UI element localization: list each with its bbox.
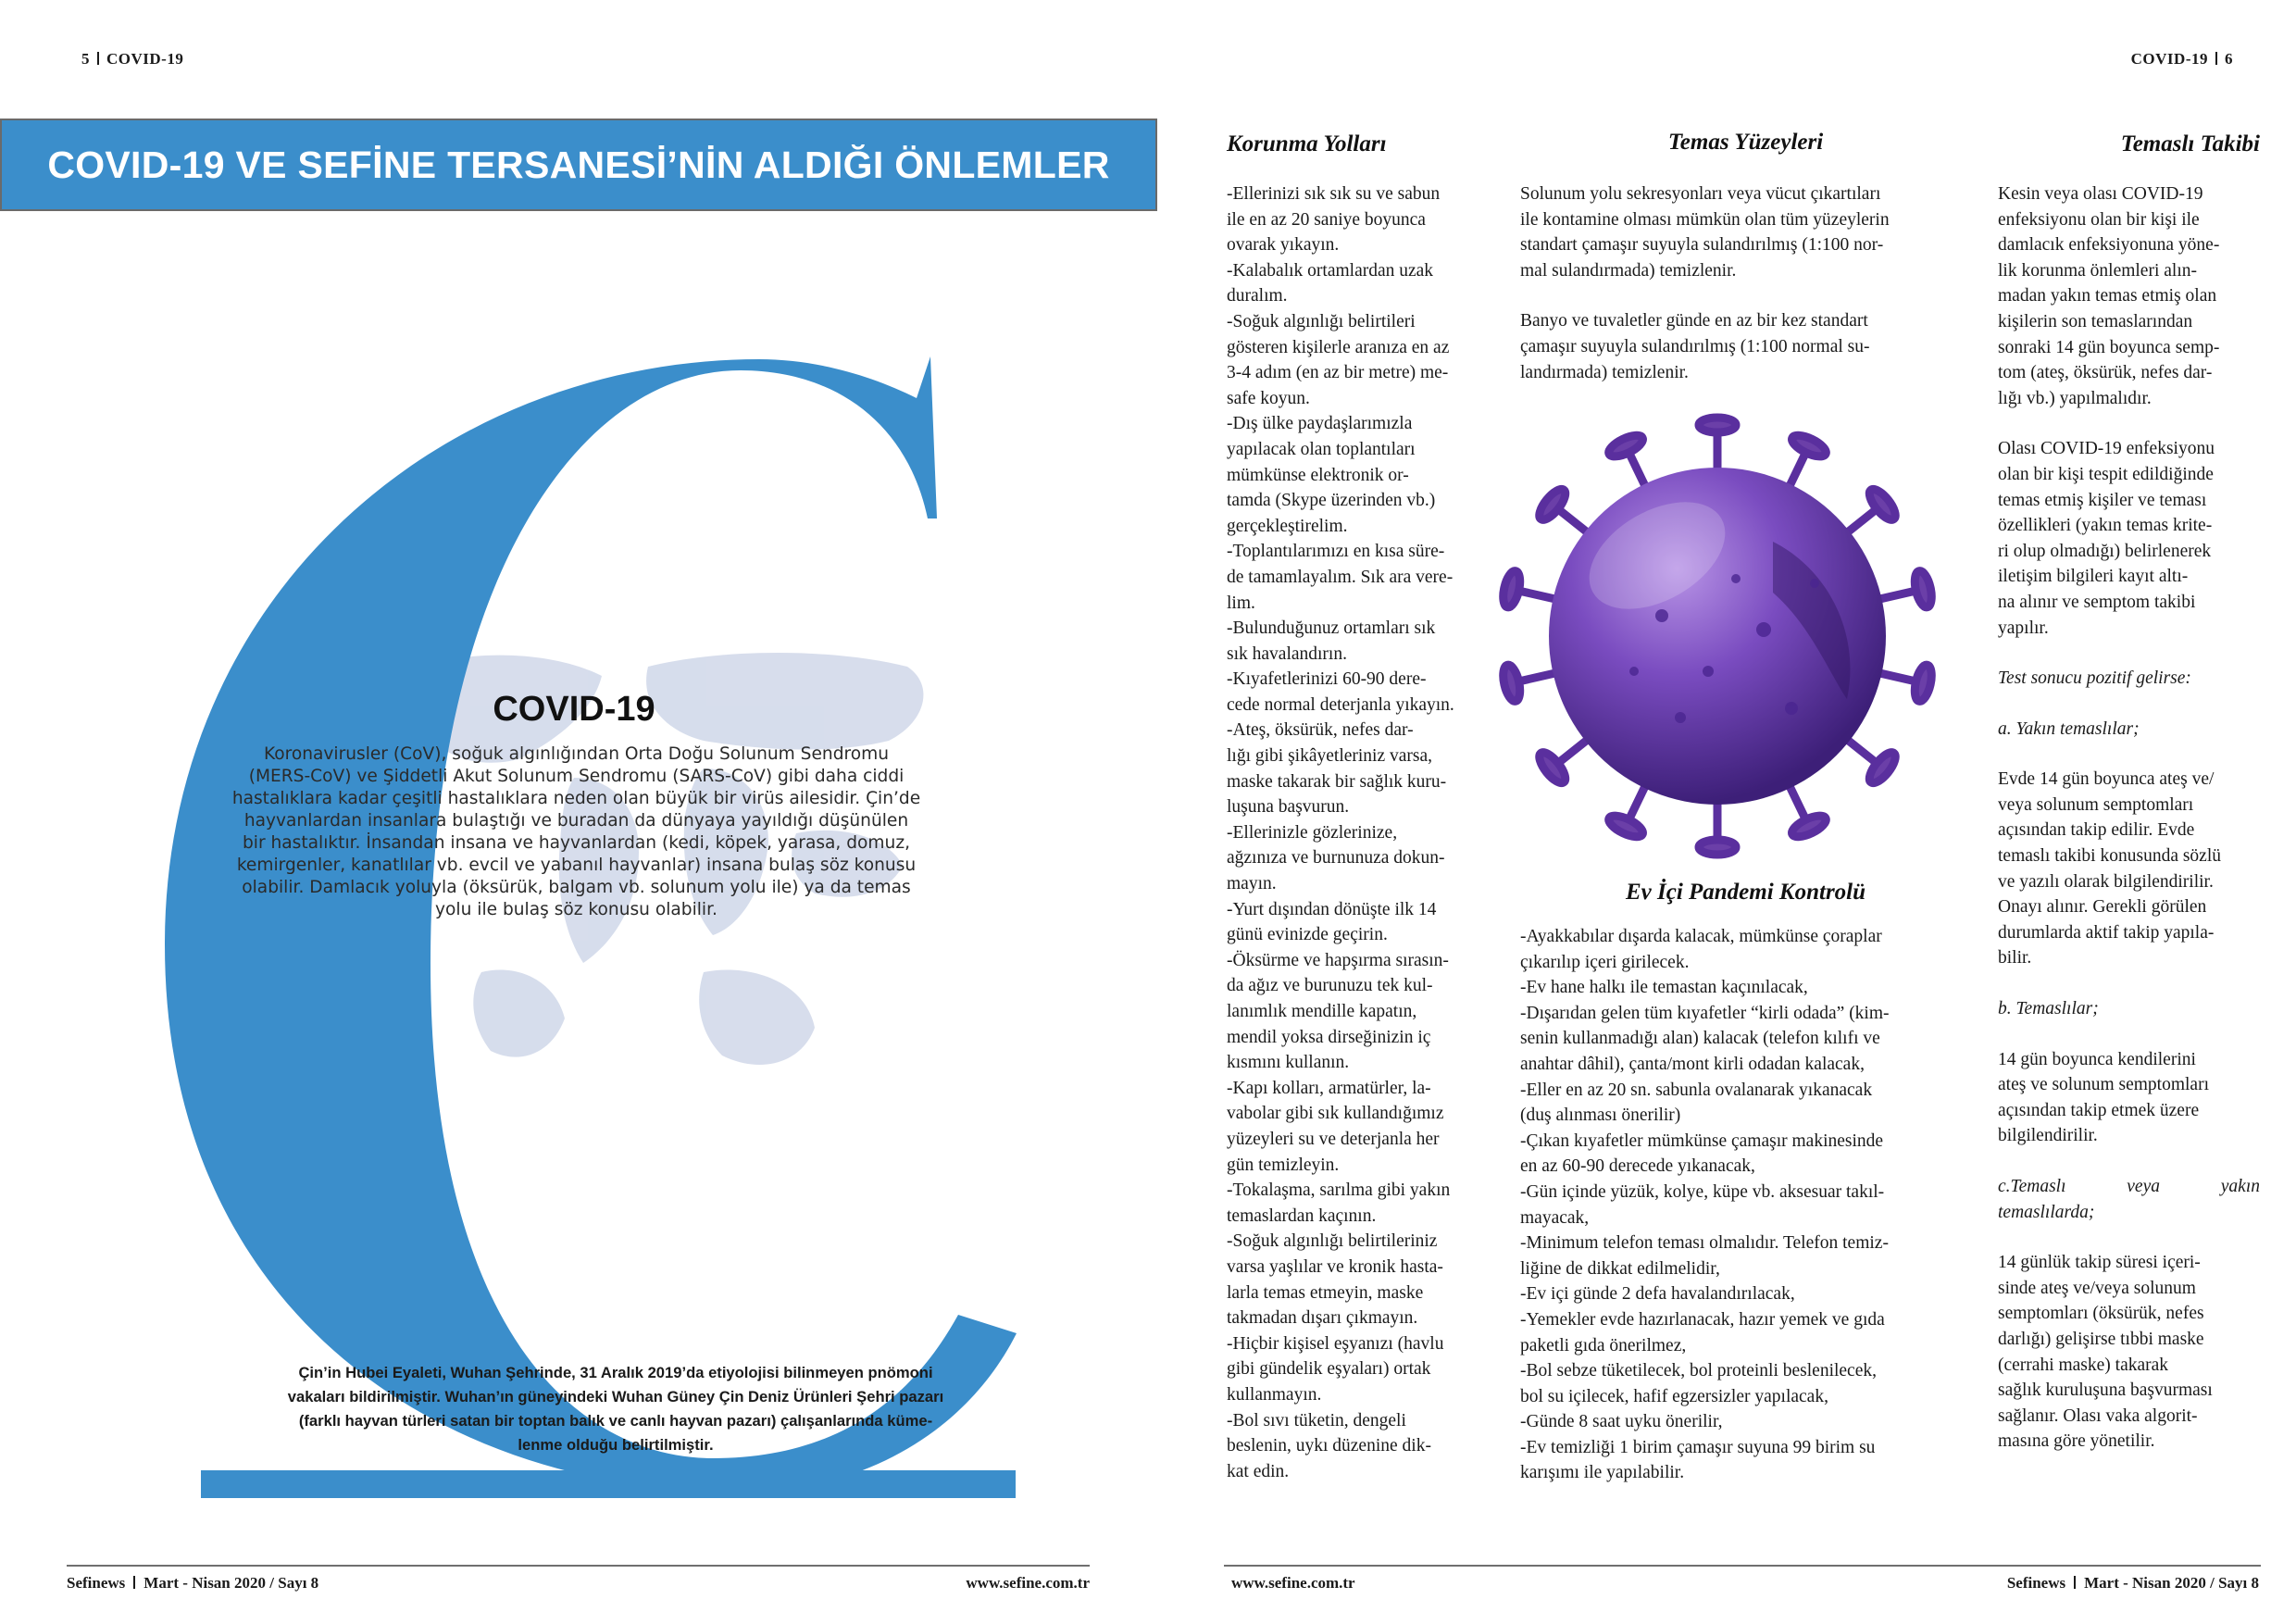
evici-line: -Gün içinde yüzük, kolye, küpe vb. aksesuar takıl-	[1520, 1181, 1885, 1202]
temasli-column	[1998, 181, 2260, 1455]
virus-icon	[1495, 394, 1940, 875]
korunma-line: tamda (Skype üzerinden vb.)	[1227, 491, 1436, 511]
korunma-line: luşuna başvurun.	[1227, 797, 1350, 818]
temasli-line: 14 gün boyunca kendilerini	[1998, 1049, 2196, 1069]
right-footer-info	[2007, 1574, 2259, 1593]
temasli-line: bilgilendirilir.	[1998, 1126, 2098, 1146]
temasli-line: Evde 14 gün boyunca ateş ve/	[1998, 769, 2215, 790]
korunma-line: mümkünse elektronik or-	[1227, 465, 1409, 485]
temasli-line: sinde ateş ve/veya solunum	[1998, 1278, 2196, 1298]
note-line: Çin’in Hubei Eyaleti, Wuhan Şehrinde, 31 Aralık 2019’da etiyolojisi bilinmeyen pnömoni	[298, 1364, 933, 1381]
korunma-line: ovarak yıkayın.	[1227, 235, 1340, 256]
korunma-line: kısmını kullanın.	[1227, 1053, 1350, 1073]
temasli-line: açısından takip etmek üzere	[1998, 1100, 2200, 1120]
korunma-line: -Yurt dışından dönüşte ilk 14	[1227, 899, 1437, 919]
evici-line: -Çıkan kıyafetler mümkünse çamaşır makinesinde	[1520, 1131, 1884, 1151]
korunma-line: kullanmayın.	[1227, 1384, 1322, 1405]
temasli-line: sağlanır. Olası vaka algorit-	[1998, 1405, 2198, 1426]
temasli-line: durumlarda aktif takip yapıla-	[1998, 922, 2215, 943]
evici-line: karışımı ile yapılabilir.	[1520, 1463, 1685, 1483]
temasli-line: damlacık enfeksiyonuna yöne-	[1998, 235, 2220, 256]
evici-line: -Dışarıdan gelen tüm kıyafetler “kirli odada” (kim-	[1520, 1003, 1890, 1023]
korunma-line: lığı gibi şikâyetleriniz varsa,	[1227, 746, 1433, 767]
korunma-line: -Kıyafetlerinizi 60-90 dere-	[1227, 669, 1427, 690]
korunma-line: -Dış ülke paydaşlarımızla	[1227, 414, 1413, 434]
temas-line: çamaşır suyuyla sulandırılmış (1:100 normal su-	[1520, 336, 1870, 356]
temasli-line: Olası COVID-19 enfeksiyonu	[1998, 439, 2215, 459]
covid-line: bir hastalıktır. İnsandan insana ve hayvanlardan (kedi, köpek, yarasa, domuz,	[242, 833, 910, 853]
korunma-line: vabolar gibi sık kullandığımız	[1227, 1104, 1444, 1124]
temas-line: standart çamaşır suyuyla sulandırılmış (1:100 nor-	[1520, 235, 1884, 256]
korunma-line: -Toplantılarımızı en kısa süre-	[1227, 542, 1445, 562]
issue-label: Mart - Nisan 2020 / Sayı 8	[2084, 1574, 2259, 1592]
temasli-line: 14 günlük takip süresi içeri-	[1998, 1253, 2201, 1273]
temasli-line: bilir.	[1998, 948, 2032, 968]
right-page-number: 6	[2225, 50, 2233, 68]
covid-line: yolu ile bulaş söz konusu olabilir.	[435, 900, 718, 919]
left-section-label: COVID-19	[106, 50, 184, 68]
evici-line: -Ayakkabılar dışarda kalacak, mümkünse çoraplar	[1520, 927, 1882, 946]
c-heading: temaslılarda;	[1998, 1202, 2095, 1222]
temasli-line: lığı vb.) yapılmalıdır.	[1998, 388, 2152, 408]
evici-heading: Ev İçi Pandemi Kontrolü	[1625, 880, 1866, 905]
contacts-heading: b. Temaslılar;	[1998, 999, 2099, 1019]
bottom-accent-bar	[201, 1470, 1016, 1498]
korunma-line: -Kapı kolları, armatürler, la-	[1227, 1078, 1431, 1098]
temasli-line: temas etmiş kişiler ve teması	[1998, 490, 2207, 510]
korunma-line: -Soğuk algınlığı belirtileri	[1227, 311, 1416, 331]
left-footer-rule	[67, 1565, 1090, 1567]
evici-line: paketli gıda önerilmez,	[1520, 1335, 1687, 1355]
temas-heading: Temas Yüzeyleri	[1667, 130, 1824, 155]
temasli-line: yapılır.	[1998, 618, 2049, 638]
temasli-line: açısından takip edilir. Evde	[1998, 820, 2195, 841]
temasli-line: iletişim bilgileri kayıt altı-	[1998, 567, 2189, 587]
korunma-line: günü evinizde geçirin.	[1227, 925, 1388, 945]
korunma-line: larla temas etmeyin, maske	[1227, 1282, 1424, 1303]
left-page-number: 5	[81, 50, 90, 68]
korunma-line: lim.	[1227, 593, 1255, 613]
temasli-line: madan yakın temas etmiş olan	[1998, 286, 2217, 306]
evici-line: -Yemekler evde hazırlanacak, hazır yemek ve gıda	[1520, 1309, 1885, 1330]
temas-line: landırmada) temizlenir.	[1520, 362, 1689, 382]
temasli-line: ve yazılı olarak bilgilendirilir.	[1998, 871, 2214, 892]
korunma-line: beslenin, uykı düzenine dik-	[1227, 1436, 1431, 1456]
evici-line: -Eller en az 20 sn. sabunla ovalanarak yıkanacak	[1520, 1080, 1873, 1100]
right-footer-rule	[1224, 1565, 2261, 1567]
temasli-line: temaslı takibi konusunda sözlü	[1998, 846, 2222, 867]
temasli-line: semptomları (öksürük, nefes	[1998, 1304, 2204, 1324]
covid-line: (MERS-CoV) ve Şiddetli Akut Solunum Sendromu (SARS-CoV) gibi daha ciddi	[248, 767, 905, 786]
korunma-line: varsa yaşlılar ve kronik hasta-	[1227, 1256, 1443, 1277]
temasli-line: Onayı alınır. Gerekli görülen	[1998, 897, 2207, 918]
page-title: COVID-19 VE SEFİNE TERSANESİ’NİN ALDIĞI ÖNLEMLER	[47, 143, 1110, 186]
temasli-line: ri olup olmadığı) belirlenerek	[1998, 541, 2212, 561]
temasli-line: ateş ve solunum semptomları	[1998, 1075, 2210, 1095]
korunma-line: kat edin.	[1227, 1461, 1290, 1481]
close-contacts-heading: a. Yakın temaslılar;	[1998, 718, 2140, 739]
right-section-label: COVID-19	[2130, 50, 2208, 68]
temasli-line: enfeksiyonu olan bir kişi ile	[1998, 209, 2200, 230]
korunma-line: sık havalandırın.	[1227, 643, 1347, 664]
temasli-line: sonraki 14 gün boyunca semp-	[1998, 337, 2220, 357]
note-line: lenme olduğu belirtilmiştir.	[518, 1436, 714, 1454]
korunma-line: 3-4 adım (en az bir metre) me-	[1227, 363, 1449, 383]
evici-line: -Ev hane halkı ile temastan kaçınılacak,	[1520, 978, 1808, 998]
temasli-line: (cerrahi maske) takarak	[1998, 1355, 2169, 1375]
korunma-line: gerçekleştirelim.	[1227, 516, 1348, 536]
temas-line: Solunum yolu sekresyonları veya vücut çıkartıları	[1520, 184, 1881, 204]
korunma-line: -Soğuk algınlığı belirtileriniz	[1227, 1231, 1438, 1252]
korunma-line: gibi gündelik eşyaları) ortak	[1227, 1359, 1431, 1380]
covid-line: olabilir. Damlacık yoluyla (öksürük, balgam vb. solunum yolu ile) ya da temas	[242, 878, 911, 897]
korunma-column	[1227, 181, 1489, 1484]
korunma-heading: Korunma Yolları	[1227, 131, 1387, 156]
korunma-line: safe koyun.	[1227, 388, 1310, 408]
temasli-line: na alınır ve semptom takibi	[1998, 592, 2196, 612]
evici-line: anahtar dâhil), çanta/mont kirli odadan kalacak,	[1520, 1054, 1865, 1074]
covid-line: Koronavirusler (CoV), soğuk algınlığından Orta Doğu Solunum Sendromu	[263, 744, 890, 764]
issue-label: Mart - Nisan 2020 / Sayı 8	[144, 1574, 319, 1592]
evici-line: -Ev içi günde 2 defa havalandırılacak,	[1520, 1284, 1795, 1305]
korunma-line: temaslardan kaçının.	[1227, 1206, 1377, 1226]
korunma-line: de tamamlayalım. Sık ara vere-	[1227, 567, 1454, 587]
korunma-line: -Kalabalık ortamlardan uzak	[1227, 260, 1434, 281]
right-running-header	[2131, 50, 2233, 69]
korunma-line: -Tokalaşma, sarılma gibi yakın	[1227, 1181, 1451, 1201]
temasli-line: darlığı) gelişirse tıbbi maske	[1998, 1329, 2204, 1349]
evici-line: -Bol sebze tüketilecek, bol proteinli beslenilecek,	[1520, 1361, 1877, 1381]
wuhan-note	[208, 1361, 1023, 1457]
korunma-line: ağzınıza ve burnunuza dokun-	[1227, 848, 1445, 868]
korunma-line: -Hiçbir kişisel eşyanızı (havlu	[1227, 1333, 1444, 1354]
korunma-line: cede normal deterjanla yıkayın.	[1227, 694, 1454, 715]
covid-section-title: COVID-19	[493, 690, 655, 729]
left-footer-url[interactable]: www.sefine.com.tr	[966, 1574, 1090, 1592]
covid-description	[199, 743, 954, 921]
covid-line: hayvanlardan insanlara bulaştığı ve buradan da dünyaya yayıldığı düşünülen	[243, 811, 909, 831]
korunma-line: lanımlık mendille kapatın,	[1227, 1002, 1417, 1021]
evici-line: -Günde 8 saat uyku önerilir,	[1520, 1412, 1723, 1432]
temasli-line: olan bir kişi tespit edildiğinde	[1998, 464, 2214, 484]
evici-line: çıkarılıp içeri girilecek.	[1520, 952, 1690, 972]
test-result-heading: Test sonucu pozitif gelirse:	[1998, 668, 2191, 689]
korunma-line: -Ateş, öksürük, nefes dar-	[1227, 720, 1414, 741]
evici-line: liğine de dikkat edilmelidir,	[1520, 1258, 1720, 1279]
evici-line: mayacak,	[1520, 1207, 1590, 1228]
korunma-line: ile en az 20 saniye boyunca	[1227, 209, 1426, 230]
korunma-line: -Bulunduğunuz ortamları sık	[1227, 618, 1436, 639]
temas-line: ile kontamine olması mümkün olan tüm yüzeylerin	[1520, 209, 1890, 230]
korunma-line: -Bol sıvı tüketin, dengeli	[1227, 1410, 1406, 1430]
note-line: vakaları bildirilmiştir. Wuhan’ın güneyindeki Wuhan Güney Çin Deniz Ürünleri Şehri pazarı	[287, 1388, 944, 1405]
evici-column	[1520, 924, 1971, 1486]
temasli-line: lik korunma önlemleri alın-	[1998, 260, 2197, 281]
korunma-line: maske takarak bir sağlık kuru-	[1227, 771, 1447, 792]
korunma-line: gösteren kişilerle aranıza en az	[1227, 337, 1450, 357]
evici-line: bol su içilecek, hafif egzersizler yapılacak,	[1520, 1386, 1828, 1406]
korunma-line: takmadan dışarı çıkmayın.	[1227, 1308, 1418, 1329]
evici-line: -Minimum telefon teması olmalıdır. Telefon temiz-	[1520, 1233, 1889, 1254]
temasli-line: özellikleri (yakın temas krite-	[1998, 516, 2213, 536]
temas-line: mal sulandırmada) temizlenir.	[1520, 260, 1737, 281]
evici-line: en az 60-90 derecede yıkanacak,	[1520, 1156, 1755, 1177]
korunma-line: -Ellerinizi sık sık su ve sabun	[1227, 184, 1441, 204]
right-footer-url[interactable]: www.sefine.com.tr	[1231, 1574, 1355, 1592]
temasli-line: kişilerin son temaslarından	[1998, 311, 2193, 331]
korunma-line: -Ellerinizle gözlerinize,	[1227, 822, 1398, 843]
temas-line: Banyo ve tuvaletler günde en az bir kez standart	[1520, 311, 1868, 331]
c-heading: c.Temaslı veya yakın	[1998, 1177, 2260, 1196]
evici-line: -Ev temizliği 1 birim çamaşır suyuna 99 birim su	[1520, 1437, 1876, 1457]
korunma-line: yüzeyleri su ve deterjanla her	[1227, 1129, 1440, 1149]
temasli-line: Kesin veya olası COVID-19	[1998, 184, 2203, 204]
evici-line: senin kullanmadığı alan) kalacak (telefon kılıfı ve	[1520, 1029, 1880, 1049]
evici-line: (duş alınması önerilir)	[1520, 1106, 1681, 1126]
temasli-heading: Temaslı Takibi	[2120, 131, 2260, 156]
korunma-line: mendil yoksa dirseğinizin iç	[1227, 1027, 1431, 1047]
temas-column	[1520, 181, 1971, 385]
korunma-line: yapılacak olan toplantıları	[1227, 439, 1416, 459]
temasli-line: masına göre yönetilir.	[1998, 1431, 2155, 1452]
korunma-line: da ağız ve burunuzu tek kul-	[1227, 976, 1433, 996]
covid-line: kemirgenler, kanatlılar vb. evcil ve yabanıl hayvanlar) insana bulaş söz konusu	[236, 856, 917, 875]
temasli-line: veya solunum semptomları	[1998, 794, 2194, 815]
magazine-name: Sefinews	[67, 1574, 126, 1592]
korunma-line: gün temizleyin.	[1227, 1155, 1340, 1175]
temasli-line: sağlık kuruluşuna başvurması	[1998, 1380, 2213, 1401]
magazine-name: Sefinews	[2006, 1574, 2066, 1592]
korunma-line: -Öksürme ve hapşırma sırasın-	[1227, 950, 1449, 970]
covid-line: hastalıklara kadar çeşitli hastalıklara neden olan büyük bir virüs ailesidir. Çin’de	[231, 789, 921, 808]
note-line: (farklı hayvan türleri satan bir toptan balık ve canlı hayvan pazarı) çalışanlarında küme-	[298, 1412, 933, 1430]
left-footer-info	[67, 1574, 318, 1593]
korunma-line: duralım.	[1227, 286, 1288, 306]
korunma-line: mayın.	[1227, 874, 1277, 894]
temasli-line: tom (ateş, öksürük, nefes dar-	[1998, 363, 2213, 383]
